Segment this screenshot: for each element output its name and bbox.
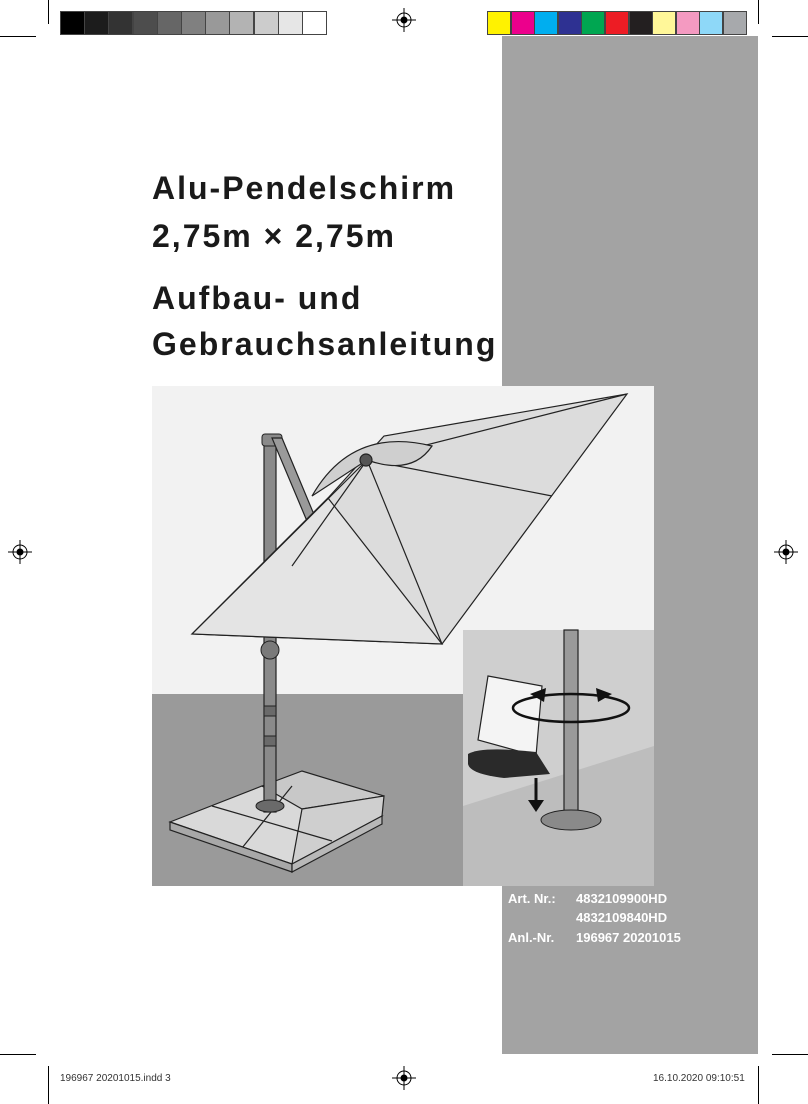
crop-mark: [772, 36, 808, 37]
art-nr-value-2: 4832109840HD: [576, 910, 668, 925]
color-swatch: [629, 11, 653, 35]
registration-mark-icon: [392, 8, 416, 32]
registration-mark-icon: [392, 1066, 416, 1090]
gray-swatch: [254, 11, 279, 35]
color-swatch: [581, 11, 605, 35]
gray-swatch: [302, 11, 327, 35]
gray-swatch: [108, 11, 133, 35]
detail-inset: [463, 630, 654, 886]
color-swatch: [487, 11, 511, 35]
crop-mark: [48, 0, 49, 24]
gray-swatch: [157, 11, 182, 35]
color-swatch: [676, 11, 700, 35]
registration-mark-icon: [8, 540, 32, 564]
color-swatch: [534, 11, 558, 35]
gray-swatch: [229, 11, 254, 35]
crop-mark: [0, 1054, 36, 1055]
color-swatch: [558, 11, 582, 35]
anl-nr-value: 196967 20201015: [576, 930, 681, 945]
crop-mark: [48, 1066, 49, 1104]
gray-swatch: [181, 11, 206, 35]
registration-mark-icon: [774, 540, 798, 564]
slug-filename: 196967 20201015.indd 3: [60, 1073, 171, 1084]
umbrella-illustration: [152, 386, 654, 886]
crop-mark: [758, 0, 759, 24]
gray-swatch: [84, 11, 109, 35]
anl-nr-label: Anl.-Nr.: [508, 930, 555, 945]
crop-mark: [772, 1054, 808, 1055]
product-title: Alu-Pendelschirm: [152, 170, 457, 206]
color-swatch: [511, 11, 535, 35]
product-size: 2,75m × 2,75m: [152, 218, 396, 254]
gray-swatch: [205, 11, 230, 35]
slug-datetime: 16.10.2020 09:10:51: [653, 1073, 745, 1084]
color-swatch: [605, 11, 629, 35]
gray-swatch: [133, 11, 158, 35]
color-swatch: [723, 11, 747, 35]
gray-swatch: [60, 11, 85, 35]
color-swatch: [652, 11, 676, 35]
crop-mark: [758, 1066, 759, 1104]
art-nr-value-1: 4832109900HD: [576, 891, 668, 906]
color-swatch: [699, 11, 723, 35]
crop-mark: [0, 36, 36, 37]
art-nr-label: Art. Nr.:: [508, 891, 556, 906]
document-title-line1: Aufbau- und: [152, 280, 363, 316]
document-title-line2: Gebrauchsanleitung: [152, 326, 498, 362]
gray-swatch: [278, 11, 303, 35]
